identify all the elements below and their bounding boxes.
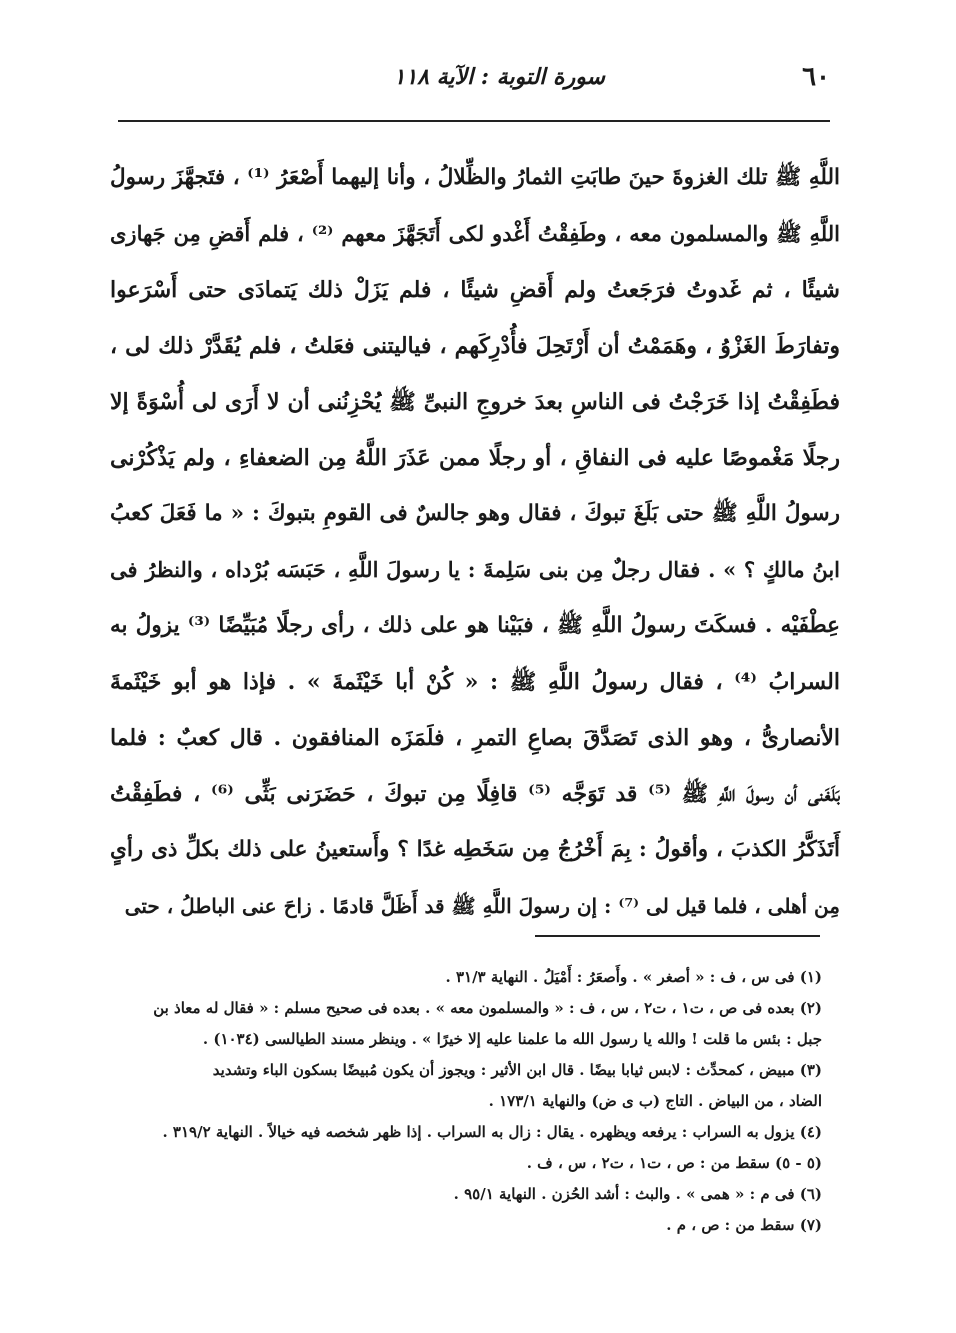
text-line: أَتَذَكَّرُ الكذبَ ، وأقولُ : بِمَ أَخْرُجُ مِن سَخَطِه غدًا ؟ وأَستعينُ على ذلك بكلِّ ذى رأىٍ (110, 837, 840, 862)
header-divider (118, 120, 830, 122)
footnote: (١) فى س ، ف : « أصغر » . وأَصعَرُ : أَمْيَلُ . النهاية ٣١/٣ . (445, 968, 822, 986)
text-line: ابنُ مالكٍ ؟ » . فقال رجلٌ مِن بنى سَلِمةَ : يا رسولَ اللَّهِ ، حَبَسَه بُرْداه ، والنظرُ فى (110, 557, 840, 582)
footnote: (٢) بعده فى ص ، ت١ ، ت٢ ، س ، ف : « والمسلمون معه » . بعده فى صحيح مسلم : « فقال له معاذ بن (153, 999, 822, 1017)
text-line: رسولُ اللَّهِ ﷺ حتى بَلَغَ تبوكَ ، فقال وهو جالسٌ فى القومِ بتبوكَ : « ما فَعَلَ كعبُ (110, 501, 840, 526)
text-line: شيئًا ، ثم غَدوتُ فرَجَعتُ ولم أَقضِ شيئًا ، فلم يَزَلْ ذلك يَتمادَى حتى أَسْرَعوا (110, 277, 840, 303)
running-title: سورة التوبة : الآية ١١٨ (393, 64, 605, 90)
footnote: (٦) فى م : « همى » . والبث : أشد الحُزن . النهاية ٩٥/١ . (453, 1185, 822, 1203)
footnote: (٥ - ٥) سقط من : ص ، ت١ ، ت٢ ، س ، ف . (526, 1154, 822, 1172)
footnote-divider (535, 935, 820, 937)
footnote: (٧) سقط من : ص ، م . (666, 1216, 822, 1234)
text-line: اللَّهِ ﷺ والمسلمون معه ، وطَفِقْتُ أَغْدو لكى أَتَجَهَّزَ معهم ⁽²⁾ ، فلم أَقضِ مِن جَهازى (110, 221, 840, 246)
footnote: الضاد ، من البياض . التاج (ب ى ض) والنهاية ١٧٣/١ . (488, 1092, 822, 1110)
text-line: فطَفِقْتُ إذا خَرَجْتُ فى الناسِ بعدَ خروجِ النبىِّ ﷺ يُحْزِنُنى أن لا أَرَى لى أُسْوَةً إلا (110, 389, 840, 415)
page-number: ٦٠ (802, 62, 830, 92)
footnote: (٣) مبيض ، كمحدِّث : لابس ثيابا بيضًا . قال ابن الأثير : ويجوز أن يكون مُبيضًا بسكون الباء وتشديد (212, 1061, 822, 1079)
page-header (118, 62, 830, 112)
text-line: الأنصارىُّ ، وهو الذى تَصَدَّقَ بصاعِ التمرِ ، فلَمَزَه المنافقون . قال كعبٌ : فلما (110, 725, 840, 751)
footnote: (٤) يزول به السراب : يرفعه ويظهره . يقال : زال به السراب . إذا ظهر شخصه فيه خيالاً . النهاية ٣١٩/٢ . (162, 1123, 822, 1141)
footnote: جبل : بئس ما قلت ! والله يا رسول الله ما علمنا عليه إلا خيرًا » . وينظر مسند الطيالسى (١٠٣٤) . (202, 1030, 822, 1048)
text-line: السرابُ ⁽⁴⁾ ، فقال رسولُ اللَّهِ ﷺ : « كُنْ أبا خَيْثَمةَ » . فإذا هو أبو خَيْثَمةَ (110, 669, 841, 695)
text-line: وتفارَطَ الغَزْوُ ، وهَمَمْتُ أن أَرْتَحِلَ فأُدْرِكَهم ، فياليتنى فعَلتُ ، فلم يُقَدَّرْ ذلك لى ، (110, 333, 840, 359)
text-line: رجلًا مَغْموصًا عليه فى النفاقِ ، أو رجلًا ممن عَذَرَ اللَّهُ مِن الضعفاءِ ، ولم يَذْكُرْنى (110, 445, 840, 471)
main-text (110, 150, 840, 934)
text-line: عِطْفَيْه . فسكَتَ رسولُ اللَّهِ ﷺ ، فبَيْنا هو على ذلك ، رأى رجلًا مُبَيِّضًا ⁽³⁾ يزولُ به (110, 613, 840, 638)
text-line: مِن أهلى ، فلما قيل لى ⁽⁷⁾ : إن رسولَ اللَّهِ ﷺ قد أَظَلَّ قادمًا . زاحَ عنى الباطلُ ، حتى (124, 894, 840, 918)
text-line: اللَّهِ ﷺ تلك الغزوةَ حينَ طابَتِ الثمارُ والظِّلالُ ، وأنا إليهما أَصْعَرُ ⁽¹⁾ ، فتَجهَّزَ رسولُ (110, 165, 840, 190)
footnotes (100, 962, 822, 1241)
text-line: بَلَغَنى أن رسولَ اللَّهِ ﷺ ⁽⁵⁾ قد تَوَجَّه ⁽⁵⁾ قافِلًا مِن تبوكَ ، حَضَرَنى بَثِّى ⁽⁶⁾ ، فطَفِقْتُ (110, 781, 840, 807)
